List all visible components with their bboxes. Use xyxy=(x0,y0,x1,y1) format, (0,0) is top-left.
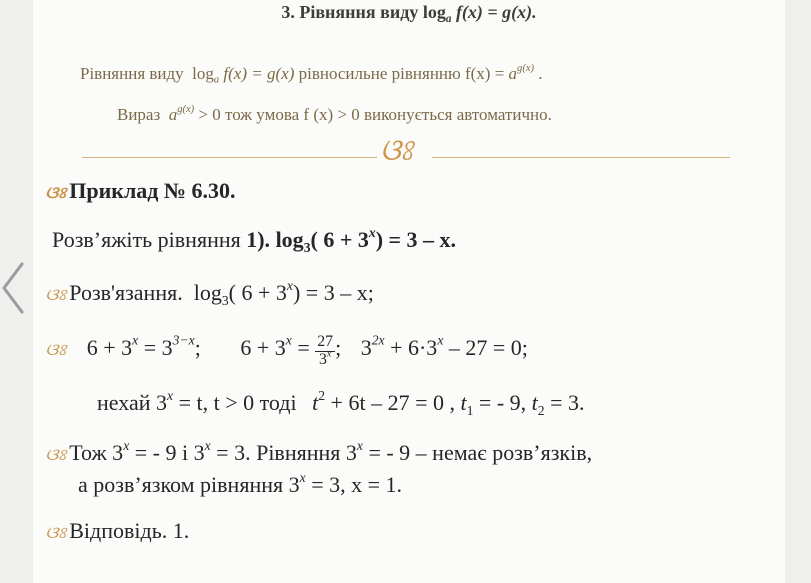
bullet-ornament-icon: ଓଃ xyxy=(45,287,63,304)
substitution-line: нехай $3^x = t$, t > 0 тоді $t^2 + 6t - 27 = 0$ , $t_1$ = - 9, $t_2 = 3$. xyxy=(97,387,585,418)
solution-line: ଓଃ Розв'язання. $\log_3$( $6 + 3^x) = 3 - x$; xyxy=(45,277,374,308)
task-line: Розв’яжіть рівняння 1). $\log_3$( $6 + 3^x) = 3 - x$. xyxy=(52,224,457,255)
conclusion-line-2: а розв’язком рівняння $3^x = 3$, x = 1. xyxy=(78,469,403,497)
chevron-left-icon[interactable] xyxy=(0,258,28,318)
answer-line: ଓଃ Відповідь. 1. xyxy=(45,518,190,543)
conclusion-line-1: ଓଃ Тож $3^x$ = - 9 і $3^x = 3$. Рівняння $3^x$ = - 9 – немає розв’язків, xyxy=(45,437,593,465)
bullet-ornament-icon: ଓଃ xyxy=(45,185,63,202)
bullet-ornament-icon: ଓଃ xyxy=(45,447,63,464)
ornament-divider-icon: ଓଃ xyxy=(380,133,406,168)
intro-line-1: Рівняння виду $\log_a f(x) = g(x)$ рівносильне рівнянню $f(x) = a^{g(x)}$ . xyxy=(80,63,543,86)
section-heading: 3. Рівняння виду $\log_a f(x) = g(x)$. xyxy=(281,2,537,25)
fraction: $\frac{27}{3^x}$ xyxy=(317,333,334,368)
intro-line-2: Вираз $a^{g(x)} > 0$ тож умова f (x) > 0 виконується автоматично. xyxy=(117,104,552,124)
bullet-ornament-icon: ଓଃ xyxy=(45,525,63,542)
equation-line: ଓଃ $6 + 3^x = 3^{3-x}$; $6 + 3^x$ = $\frac{27}{3^x}$ ; $3^{2x} + 6\cdot 3^x - 27 = 0$; xyxy=(45,332,528,368)
divider-line-left xyxy=(82,157,377,158)
example-title: ଓଃ Приклад № 6.30. xyxy=(45,178,236,203)
bullet-ornament-icon: ଓଃ xyxy=(45,341,63,359)
divider-line-right xyxy=(432,157,730,158)
